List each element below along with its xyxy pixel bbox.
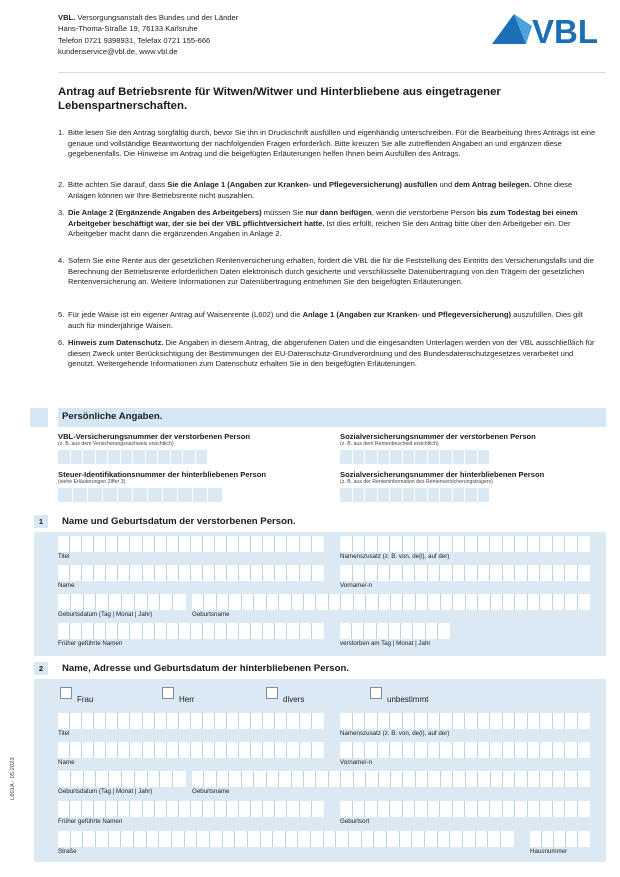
- instruction-number: 5.: [58, 310, 65, 319]
- instruction-number: 1.: [58, 128, 65, 137]
- org-street: Hans-Thoma-Straße 19, 76133 Karlsruhe: [58, 24, 198, 34]
- instruction-emphasis: nur dann beifügen: [305, 208, 372, 217]
- digit-cell[interactable]: [353, 450, 366, 464]
- deceased-birthdate-input[interactable]: [58, 594, 186, 610]
- salutation-unbestimmt-label: unbestimmt: [387, 695, 429, 704]
- birthname-label: Geburtsname: [192, 611, 230, 618]
- deceased-lastname-input[interactable]: [58, 565, 324, 581]
- digit-cell[interactable]: [465, 488, 478, 502]
- digit-cell[interactable]: [428, 488, 441, 502]
- instruction-segment: Sofern Sie eine Rente aus der gesetzlichen Rentenversicherung erhalten, fordert die VBL die für die Feststellung des Eintritts des Versicherungsfalls und die Berechnung der Betriebsrente erforderlichen Daten elektronisch durch gesicherte und verschlüsselte Datenübertragung von den Trägern der gesetzlichen Rentenversicherung an. Weitere Informationen zur Datenübertragung entnehmen Sie den beigefügten Erläuterungen.: [68, 256, 594, 286]
- instruction-segment: , wenn die verstorbene Person: [371, 208, 477, 217]
- instruction-segment: Bitte achten Sie darauf, dass: [68, 180, 168, 189]
- instruction-text: [58, 208, 598, 240]
- instruction-text: [58, 338, 598, 370]
- digit-cell[interactable]: [365, 450, 378, 464]
- instruction-segment: müssen Sie: [261, 208, 306, 217]
- vbl-number-field-group: [58, 432, 250, 464]
- salutation-unbestimmt-checkbox[interactable]: [370, 687, 382, 699]
- section-1-panel: [34, 532, 606, 656]
- survivor-firstname-input[interactable]: [340, 742, 590, 758]
- digit-cell[interactable]: [465, 450, 478, 464]
- survivor-former-names-input[interactable]: [58, 801, 324, 817]
- deceased-name-suffix-input[interactable]: [340, 536, 590, 552]
- survivor-birthname-input[interactable]: [192, 771, 590, 787]
- digit-cell[interactable]: [58, 450, 71, 464]
- digit-cell[interactable]: [403, 450, 416, 464]
- digit-cell[interactable]: [96, 450, 109, 464]
- org-abbrev: VBL.: [58, 13, 76, 22]
- digit-cell[interactable]: [71, 450, 84, 464]
- section-1-title: Name und Geburtsdatum der verstorbenen Person.: [62, 516, 296, 527]
- digit-cell[interactable]: [58, 488, 73, 502]
- survivor-house-number-input[interactable]: [530, 831, 590, 847]
- digit-cell[interactable]: [440, 450, 453, 464]
- survivor-lastname-input[interactable]: [58, 742, 324, 758]
- digit-cell[interactable]: [178, 488, 193, 502]
- instruction-item: [58, 256, 598, 288]
- salutation-herr-checkbox[interactable]: [162, 687, 174, 699]
- digit-cell[interactable]: [193, 488, 208, 502]
- instruction-text: [58, 128, 598, 160]
- vbl-logo-icon: [492, 14, 608, 46]
- former-names-label: Früher geführte Namen: [58, 640, 123, 647]
- digit-cell[interactable]: [415, 450, 428, 464]
- sv-number-survivor-input[interactable]: [340, 488, 544, 502]
- digit-cell[interactable]: [208, 488, 223, 502]
- salutation-frau-checkbox[interactable]: [60, 687, 72, 699]
- sender-address: [58, 12, 238, 57]
- instruction-item: [58, 310, 598, 331]
- instruction-emphasis: Anlage 1 (Angaben zur Kranken- und Pflegeversicherung): [302, 310, 512, 319]
- tax-id-label: Steuer-Identifikationsnummer der hinterbliebenen Person: [58, 470, 267, 479]
- form-code: L601A - 05.2023: [10, 757, 16, 800]
- birthname-label: Geburtsname: [192, 788, 230, 795]
- digit-cell[interactable]: [121, 450, 134, 464]
- name-suffix-label: Namenszusatz (z. B. von, de(l), auf der): [340, 553, 450, 560]
- former-names-label: Früher geführte Namen: [58, 818, 123, 825]
- digit-cell[interactable]: [118, 488, 133, 502]
- digit-cell[interactable]: [390, 450, 403, 464]
- instruction-text: [58, 256, 598, 288]
- digit-cell[interactable]: [378, 488, 391, 502]
- instruction-emphasis: Die Anlage 2 (Ergänzende Angaben des Arbeitgebers): [68, 208, 262, 217]
- digit-cell[interactable]: [340, 488, 353, 502]
- personal-section-title: Persönliche Angaben.: [62, 411, 163, 422]
- instruction-item: [58, 128, 598, 160]
- deceased-former-names-input[interactable]: [58, 623, 324, 639]
- org-name: Versorgungsanstalt des Bundes und der Länder: [75, 13, 239, 22]
- instruction-segment: und: [437, 180, 455, 189]
- salutation-frau-label: Frau: [77, 695, 94, 704]
- deceased-birthname-input[interactable]: [192, 594, 590, 610]
- digit-cell[interactable]: [133, 488, 148, 502]
- digit-cell[interactable]: [340, 450, 353, 464]
- digit-cell[interactable]: [415, 488, 428, 502]
- logo-text: VBL: [532, 14, 598, 46]
- salutation-divers-checkbox[interactable]: [266, 687, 278, 699]
- digit-cell[interactable]: [73, 488, 88, 502]
- birthdate-label: Geburtsdatum (Tag | Monat | Jahr): [58, 788, 153, 795]
- instruction-segment: Für jede Waise ist ein eigener Antrag auf Waisenrente (L602) und die: [68, 310, 303, 319]
- section-1-number: 1: [34, 515, 48, 528]
- digit-cell[interactable]: [403, 488, 416, 502]
- instruction-number: 6.: [58, 338, 65, 347]
- digit-cell[interactable]: [88, 488, 103, 502]
- deceased-title-input[interactable]: [58, 536, 324, 552]
- digit-cell[interactable]: [146, 450, 159, 464]
- digit-cell[interactable]: [440, 488, 453, 502]
- instruction-segment: Die Angaben in diesem Antrag, die abgerufenen Daten und die eingesandten Unterlagen werden von der VBL ausschließlich für diesen Zweck unter Berücksichtigung der Bestimmungen der EU-Datenschutz-Grundverordnung und des Bundesdatenschutzgesetzes verarbeitet und genutzt. Weitergehende Informationen zum Datenschutz erhalten Sie in den beigefügten Erläuterungen.: [68, 338, 595, 368]
- lastname-label: Name: [58, 759, 75, 766]
- section-marker: [30, 408, 48, 427]
- title-label: Titel: [58, 553, 70, 560]
- instruction-text: [58, 310, 598, 331]
- firstname-label: Vorname/-n: [340, 759, 372, 766]
- digit-cell[interactable]: [83, 450, 96, 464]
- sv-number-survivor-label: Sozialversicherungsnummer der hinterbliebenen Person: [340, 470, 545, 479]
- deceased-date-of-death-input[interactable]: [340, 623, 450, 639]
- birthdate-label: Geburtsdatum (Tag | Monat | Jahr): [58, 611, 153, 618]
- sv-number-deceased-hint: (z. B. aus dem Rentenbescheid ersichtlich): [340, 441, 439, 447]
- digit-cell[interactable]: [148, 488, 163, 502]
- digit-cell[interactable]: [183, 450, 196, 464]
- instruction-number: 3.: [58, 208, 65, 217]
- digit-cell[interactable]: [133, 450, 146, 464]
- digit-cell[interactable]: [103, 488, 118, 502]
- instruction-number: 2.: [58, 180, 65, 189]
- form-title: Antrag auf Betriebsrente für Witwen/Witwer und Hinterbliebene aus eingetragener Lebenspartnerschaften.: [58, 86, 501, 112]
- house-number-label: Hausnummer: [530, 848, 568, 855]
- tax-id-input[interactable]: [58, 488, 266, 502]
- instruction-text: [58, 180, 598, 201]
- sv-number-deceased-input[interactable]: [340, 450, 536, 464]
- digit-cell[interactable]: [453, 488, 466, 502]
- instruction-number: 4.: [58, 256, 65, 265]
- name-suffix-label: Namenszusatz (z. B. von, de(l), auf der): [340, 730, 450, 737]
- digit-cell[interactable]: [196, 450, 209, 464]
- org-phone: Telefon 0721 9398931, Telefax 0721 155-666: [58, 35, 211, 45]
- tax-id-group: [58, 470, 266, 502]
- digit-cell[interactable]: [171, 450, 184, 464]
- instruction-segment: Bitte lesen Sie den Antrag sorgfältig durch, bevor Sie ihn in Druckschrift ausfüllen und eigenhändig unterschreiben. Für die Bearbeitung Ihres Antrags ist eine genaue und vollständige Beantwortung der nachfolgenden Fragen erforderlich. Bitte kreuzen Sie alle zutreffenden Angaben an und ergänzen diese gegebenenfalls. Die Hinweise im Antrag und die beigefügten Erläuterungen helfen Ihnen beim Ausfüllen des Antrags.: [68, 128, 596, 158]
- header-divider: [58, 72, 606, 73]
- survivor-birthdate-input[interactable]: [58, 771, 186, 787]
- survivor-name-suffix-input[interactable]: [340, 713, 590, 729]
- instruction-segment: Ist dies erfüllt, reichen Sie den Antrag bitte über den Arbeitgeber ein. Der Arbeitgeber macht dann die ergänzenden Angaben in Anlage 2.: [68, 218, 571, 238]
- instruction-segment: auszufüllen. Dies gilt auch für minderjährige Waisen.: [68, 310, 583, 330]
- title-label: Titel: [58, 730, 70, 737]
- section-2-panel: [34, 679, 606, 862]
- digit-cell[interactable]: [163, 488, 178, 502]
- survivor-title-input[interactable]: [58, 713, 324, 729]
- section-2-number: 2: [34, 662, 48, 675]
- deceased-firstname-input[interactable]: [340, 565, 590, 581]
- instruction-emphasis: Sie die Anlage 1 (Angaben zur Kranken- und Pflegeversicherung) ausfüllen: [167, 180, 438, 189]
- instruction-item: [58, 208, 598, 240]
- sv-number-survivor-hint: (z. B. aus der Renteninformation des Rentenversicherungsträgers): [340, 479, 493, 485]
- sv-number-deceased-label: Sozialversicherungsnummer der verstorbenen Person: [340, 432, 536, 441]
- date-of-death-label: verstorben am Tag | Monat | Jahr: [340, 640, 431, 647]
- digit-cell[interactable]: [453, 450, 466, 464]
- tax-id-hint: (siehe Erläuterungen Ziffer 3): [58, 479, 126, 485]
- sv-number-survivor-group: [340, 470, 544, 502]
- street-label: Straße: [58, 848, 77, 855]
- vbl-number-label: VBL-Versicherungsnummer der verstorbenen Person: [58, 432, 251, 441]
- digit-cell[interactable]: [478, 450, 491, 464]
- instruction-segment: Ohne diese Anlagen können wir Ihre Betriebsrente nicht auszahlen.: [68, 180, 573, 200]
- instruction-item: [58, 338, 598, 370]
- digit-cell[interactable]: [378, 450, 391, 464]
- digit-cell[interactable]: [158, 450, 171, 464]
- digit-cell[interactable]: [390, 488, 403, 502]
- firstname-label: Vorname/-n: [340, 582, 372, 589]
- instruction-emphasis: Hinweis zum Datenschutz.: [68, 338, 164, 347]
- digit-cell[interactable]: [428, 450, 441, 464]
- digit-cell[interactable]: [108, 450, 121, 464]
- instruction-item: [58, 180, 598, 201]
- vbl-logo: [492, 14, 608, 46]
- salutation-divers-label: divers: [283, 695, 305, 704]
- digit-cell[interactable]: [365, 488, 378, 502]
- survivor-birthplace-input[interactable]: [340, 801, 590, 817]
- digit-cell[interactable]: [353, 488, 366, 502]
- digit-cell[interactable]: [478, 488, 491, 502]
- section-2-title: Name, Adresse und Geburtsdatum der hinterbliebenen Person.: [62, 663, 349, 674]
- vbl-number-input[interactable]: [58, 450, 250, 464]
- salutation-herr-label: Herr: [179, 695, 195, 704]
- survivor-street-input[interactable]: [58, 831, 514, 847]
- instruction-emphasis: dem Antrag beilegen.: [454, 180, 532, 189]
- lastname-label: Name: [58, 582, 75, 589]
- org-contact: kundenservice@vbl.de, www.vbl.de: [58, 46, 178, 56]
- sv-number-deceased-group: [340, 432, 536, 464]
- birthplace-label: Geburtsort: [340, 818, 370, 825]
- vbl-number-hint: (z. B. aus dem Versicherungsnachweis ersichtlich): [58, 441, 174, 447]
- instruction-emphasis: bis zum Todestag bei einem Arbeitgeber beschäftigt war, der sie bei der VBL pflichtversichert hatte.: [68, 208, 578, 228]
